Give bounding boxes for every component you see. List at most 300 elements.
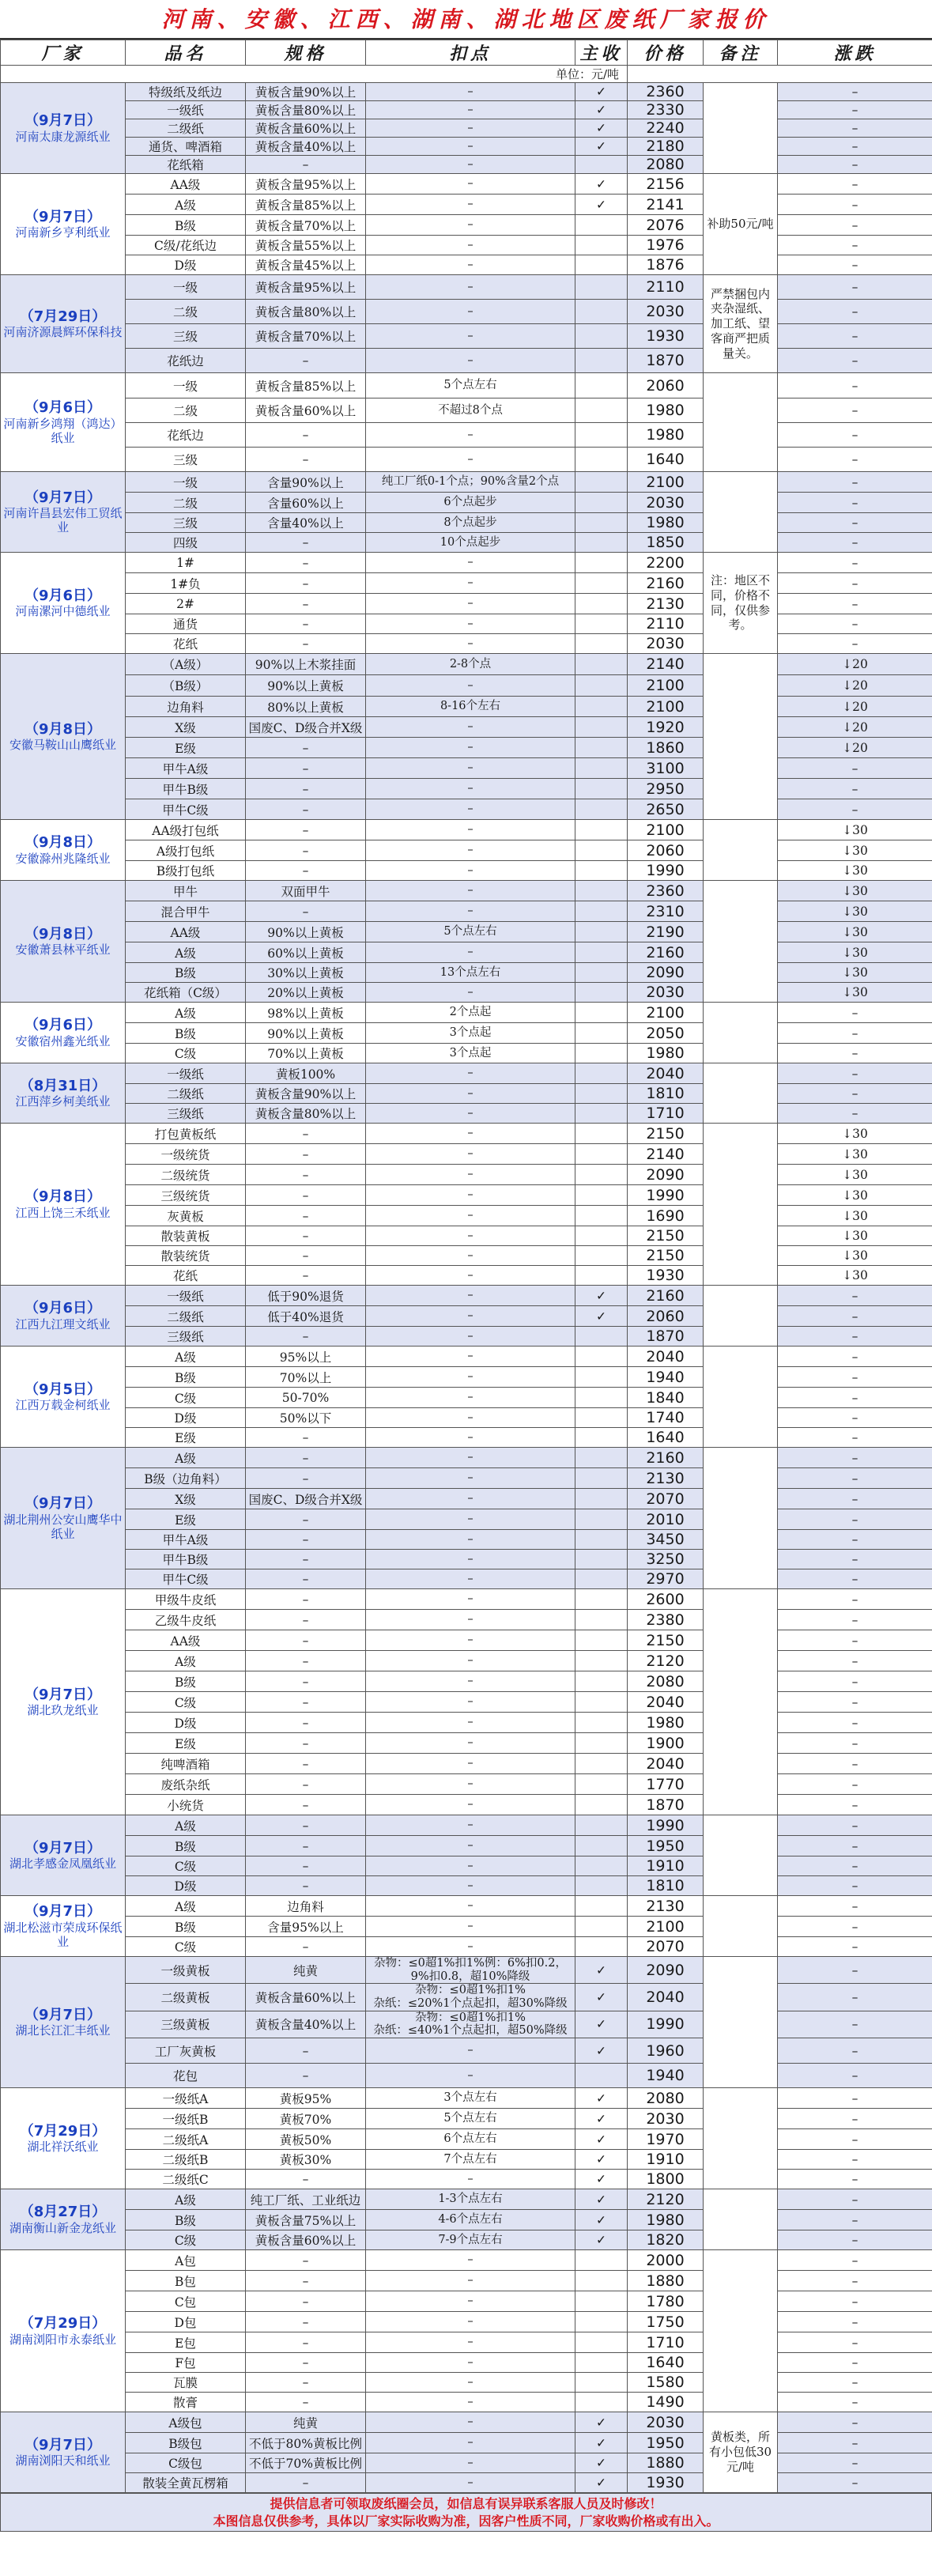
factory-date: （9月6日） (24, 1300, 102, 1317)
change-cell: ↓30 (778, 820, 932, 840)
table-row (1, 1367, 932, 1388)
table-row (1, 799, 932, 820)
deduct-cell: – (366, 1226, 575, 1246)
change-cell: – (778, 1306, 932, 1327)
deduct-cell: – (366, 2170, 575, 2189)
main-cell (575, 1063, 628, 1084)
main-cell (575, 738, 628, 758)
main-cell (575, 2332, 628, 2353)
spec-cell: – (246, 1165, 366, 1185)
grade-cell: 甲牛C级 (126, 1569, 246, 1589)
main-cell (575, 1610, 628, 1630)
deduct-cell: – (366, 1286, 575, 1306)
change-cell: – (778, 1550, 932, 1569)
change-cell: – (778, 1836, 932, 1856)
spec-cell: – (246, 1610, 366, 1630)
grade-cell: C级 (126, 1937, 246, 1957)
deduct-cell: – (366, 1367, 575, 1388)
main-cell: ✓ (575, 1957, 628, 1984)
header-deduct: 扣点 (366, 40, 575, 66)
main-cell (575, 758, 628, 779)
main-cell (575, 1509, 628, 1530)
note-cell (704, 1347, 778, 1448)
spec-cell: 60%以上黄板 (246, 942, 366, 963)
deduct-cell: – (366, 174, 575, 195)
deduct-cell: 杂物：≤0超1%扣1%例：6%扣0.2，9%扣0.8，超10%降级 (366, 1957, 575, 1984)
spec-cell: – (246, 594, 366, 614)
grade-cell: B级 (126, 1671, 246, 1692)
change-cell: – (778, 2011, 932, 2038)
table-row (1, 398, 932, 423)
table-row (1, 2353, 932, 2373)
change-cell: – (778, 594, 932, 614)
main-cell: ✓ (575, 2038, 628, 2064)
factory-date: （9月8日） (24, 720, 102, 738)
deduct-cell: 2-8个点 (366, 654, 575, 675)
change-cell: ↓30 (778, 1246, 932, 1266)
note-cell: 严禁捆包内夹杂湿纸、加工纸、望客商严把质量关。 (704, 275, 778, 373)
spec-cell: – (246, 861, 366, 881)
spec-cell: 国废C、D级合并X级 (246, 1489, 366, 1509)
grade-cell: 2# (126, 594, 246, 614)
change-cell: – (778, 1003, 932, 1023)
change-cell: – (778, 2353, 932, 2373)
table-row (1, 2332, 932, 2353)
grade-cell: （B级） (126, 675, 246, 697)
grade-cell: X级 (126, 717, 246, 738)
deduct-cell: – (366, 1388, 575, 1408)
grade-cell: 三级 (126, 448, 246, 472)
main-cell: ✓ (575, 2210, 628, 2230)
factory-name: 河南新乡亨利纸业 (15, 225, 111, 240)
spec-cell: – (246, 2393, 366, 2412)
spec-cell: – (246, 1468, 366, 1489)
deduct-cell: 13个点左右 (366, 963, 575, 983)
main-cell: ✓ (575, 2150, 628, 2170)
price-cell: 1950 (628, 2433, 704, 2453)
grade-cell: B级 (126, 2210, 246, 2230)
table-row (1, 2373, 932, 2393)
spec-cell: – (246, 448, 366, 472)
grade-cell: 散装全黄瓦楞箱 (126, 2473, 246, 2493)
spec-cell: – (246, 779, 366, 799)
table-row (1, 1896, 932, 1917)
main-cell (575, 2291, 628, 2312)
deduct-cell: – (366, 83, 575, 101)
deduct-cell: – (366, 1104, 575, 1124)
grade-cell: D级 (126, 1713, 246, 1733)
spec-cell: 90%以上黄板 (246, 922, 366, 942)
main-cell (575, 373, 628, 398)
grade-cell: 三级统货 (126, 1185, 246, 1206)
spec-cell: 纯黄 (246, 1957, 366, 1984)
main-cell (575, 275, 628, 300)
table-row (1, 236, 932, 255)
price-cell: 2380 (628, 1610, 704, 1630)
table-row (1, 1917, 932, 1937)
table-row (1, 2291, 932, 2312)
change-cell: – (778, 2332, 932, 2353)
grade-cell: A级 (126, 2189, 246, 2210)
table-row (1, 324, 932, 349)
table-row (1, 1550, 932, 1569)
deduct-cell: 10个点起步 (366, 533, 575, 553)
change-cell: ↓30 (778, 901, 932, 922)
main-cell (575, 654, 628, 675)
factory-cell (1, 1589, 126, 1815)
table-row (1, 1651, 932, 1671)
change-cell: – (778, 119, 932, 138)
main-cell (575, 881, 628, 901)
table-row (1, 2230, 932, 2250)
grade-cell: B级（边角料） (126, 1468, 246, 1489)
main-cell: ✓ (575, 83, 628, 101)
deduct-cell: – (366, 349, 575, 373)
deduct-cell: 6个点左右 (366, 2129, 575, 2150)
deduct-cell: – (366, 2373, 575, 2393)
main-cell (575, 1856, 628, 1876)
deduct-cell: – (366, 2453, 575, 2473)
main-cell: ✓ (575, 2230, 628, 2250)
table-row (1, 2473, 932, 2493)
grade-cell: B级 (126, 1917, 246, 1937)
factory-cell (1, 83, 126, 174)
change-cell: ↓30 (778, 1185, 932, 1206)
change-cell: – (778, 1815, 932, 1836)
change-cell: – (778, 779, 932, 799)
table-row (1, 1306, 932, 1327)
grade-cell: B级 (126, 215, 246, 236)
main-cell (575, 2064, 628, 2088)
spec-cell: 黄板含量85%以上 (246, 373, 366, 398)
grade-cell: 边角料 (126, 697, 246, 717)
spec-cell: – (246, 2038, 366, 2064)
change-cell: – (778, 2088, 932, 2109)
change-cell: ↓20 (778, 654, 932, 675)
grade-cell: 散装黄板 (126, 1226, 246, 1246)
spec-cell: – (246, 2373, 366, 2393)
deduct-cell: – (366, 1610, 575, 1630)
spec-cell: – (246, 349, 366, 373)
table-row (1, 1836, 932, 1856)
note-cell (704, 1815, 778, 1896)
change-cell: – (778, 634, 932, 654)
factory-name: 安徽滁州兆隆纸业 (15, 851, 111, 866)
main-cell (575, 901, 628, 922)
price-cell: 2060 (628, 1306, 704, 1327)
change-cell: – (778, 1286, 932, 1306)
price-cell: 2040 (628, 1754, 704, 1774)
grade-cell: 通货、啤酒箱 (126, 138, 246, 156)
main-cell (575, 1124, 628, 1144)
grade-cell: 三级纸 (126, 1104, 246, 1124)
change-cell: – (778, 2291, 932, 2312)
main-cell (575, 799, 628, 820)
factory-name: 湖南浏阳天和纸业 (15, 2453, 111, 2468)
main-cell (575, 1165, 628, 1185)
change-cell: ↓30 (778, 1266, 932, 1286)
deduct-cell: – (366, 1795, 575, 1815)
main-cell (575, 1733, 628, 1754)
deduct-cell: – (366, 553, 575, 573)
deduct-cell: – (366, 1165, 575, 1185)
factory-name: 安徽宿州鑫光纸业 (15, 1033, 111, 1048)
deduct-cell: 3个点左右 (366, 2088, 575, 2109)
deduct-cell: – (366, 1448, 575, 1468)
spec-cell: – (246, 634, 366, 654)
note-cell (704, 820, 778, 881)
price-cell: 2000 (628, 2250, 704, 2271)
factory-date: （9月5日） (24, 1381, 102, 1398)
factory-cell (1, 1003, 126, 1063)
main-cell: ✓ (575, 2011, 628, 2038)
deduct-cell: – (366, 2353, 575, 2373)
factory-date: （9月8日） (24, 1188, 102, 1206)
grade-cell: E级 (126, 738, 246, 758)
note-cell (704, 1124, 778, 1286)
spec-cell: 双面甲牛 (246, 881, 366, 901)
grade-cell: 花纸边 (126, 349, 246, 373)
table-row (1, 1569, 932, 1589)
price-cell: 1960 (628, 2038, 704, 2064)
table-row (1, 2011, 932, 2038)
table-row (1, 83, 932, 101)
spec-cell: – (246, 1206, 366, 1226)
change-cell: – (778, 513, 932, 533)
deduct-cell: 不超过8个点 (366, 398, 575, 423)
grade-cell: 甲级牛皮纸 (126, 1589, 246, 1610)
change-cell: ↓30 (778, 1206, 932, 1226)
change-cell: – (778, 1327, 932, 1347)
main-cell (575, 2250, 628, 2271)
spec-cell: 含量95%以上 (246, 1917, 366, 1937)
price-cell: 2080 (628, 1671, 704, 1692)
grade-cell: 工厂灰黄板 (126, 2038, 246, 2064)
table-row (1, 275, 932, 300)
factory-name: 湖北玖龙纸业 (27, 1703, 99, 1718)
grade-cell: 二级纸 (126, 119, 246, 138)
factory-name: 湖北松滋市荣成环保纸业 (3, 1920, 123, 1949)
table-row (1, 349, 932, 373)
price-cell: 2030 (628, 2109, 704, 2129)
grade-cell: 二级纸C (126, 2170, 246, 2189)
main-cell (575, 493, 628, 513)
price-cell: 2040 (628, 1347, 704, 1367)
change-cell: – (778, 1023, 932, 1044)
change-cell: ↓30 (778, 881, 932, 901)
table-row (1, 963, 932, 983)
main-cell (575, 942, 628, 963)
table-row (1, 983, 932, 1003)
grade-cell: A级 (126, 942, 246, 963)
spec-cell: – (246, 2353, 366, 2373)
footer (0, 2493, 932, 2532)
spec-cell: 70%以上黄板 (246, 1044, 366, 1063)
main-cell (575, 1388, 628, 1408)
note-cell (704, 1448, 778, 1589)
price-cell: 1940 (628, 2064, 704, 2088)
table-row (1, 2088, 932, 2109)
price-cell: 2060 (628, 373, 704, 398)
note-cell (704, 2088, 778, 2189)
deduct-cell: 5个点左右 (366, 922, 575, 942)
main-cell (575, 1468, 628, 1489)
spec-cell: – (246, 1428, 366, 1448)
factory-cell (1, 1448, 126, 1589)
spec-cell: 黄板含量55%以上 (246, 236, 366, 255)
deduct-cell: – (366, 820, 575, 840)
grade-cell: B级 (126, 1367, 246, 1388)
table-row (1, 1795, 932, 1815)
deduct-cell: – (366, 1144, 575, 1165)
price-cell: 2150 (628, 1246, 704, 1266)
table-row (1, 2038, 932, 2064)
change-cell: ↓30 (778, 1124, 932, 1144)
price-cell: 1640 (628, 1428, 704, 1448)
price-cell: 1940 (628, 1367, 704, 1388)
table-row (1, 215, 932, 236)
change-cell: – (778, 2393, 932, 2412)
grade-cell: D包 (126, 2312, 246, 2332)
spec-cell: 低于90%退货 (246, 1286, 366, 1306)
table-row (1, 1388, 932, 1408)
grade-cell: A级 (126, 1347, 246, 1367)
price-cell: 1490 (628, 2393, 704, 2412)
factory-cell (1, 820, 126, 881)
spec-cell: – (246, 2271, 366, 2291)
spec-cell: 50-70% (246, 1388, 366, 1408)
factory-date: （8月31日） (19, 1077, 107, 1094)
spec-cell: 黄板含量60%以上 (246, 2230, 366, 2250)
note-cell (704, 1896, 778, 1957)
table-row (1, 2453, 932, 2473)
table-row (1, 1589, 932, 1610)
deduct-cell: – (366, 1713, 575, 1733)
main-cell (575, 1327, 628, 1347)
price-cell: 2100 (628, 1917, 704, 1937)
grade-cell: E级 (126, 1733, 246, 1754)
deduct-cell: – (366, 634, 575, 654)
price-cell: 1990 (628, 2011, 704, 2038)
price-cell: 2010 (628, 1509, 704, 1530)
factory-cell (1, 275, 126, 373)
price-cell: 1770 (628, 1774, 704, 1795)
price-cell: 2080 (628, 2088, 704, 2109)
grade-cell: E级 (126, 1509, 246, 1530)
table-row (1, 1063, 932, 1084)
factory-date: （9月7日） (24, 208, 102, 225)
table-row (1, 1957, 932, 1984)
grade-cell: 花纸箱（C级） (126, 983, 246, 1003)
table-row (1, 779, 932, 799)
main-cell (575, 472, 628, 493)
factory-name: 河南漯河中德纸业 (15, 604, 111, 619)
grade-cell: 四级 (126, 533, 246, 553)
price-cell: 1640 (628, 2353, 704, 2373)
main-cell (575, 1692, 628, 1713)
factory-date: （9月7日） (24, 1686, 102, 1703)
deduct-cell: – (366, 1408, 575, 1428)
deduct-cell: – (366, 738, 575, 758)
spec-cell: – (246, 1124, 366, 1144)
main-cell (575, 1815, 628, 1836)
deduct-cell: – (366, 2038, 575, 2064)
spec-cell: 低于40%退货 (246, 1306, 366, 1327)
deduct-cell: – (366, 861, 575, 881)
change-cell: – (778, 1468, 932, 1489)
spec-cell: – (246, 423, 366, 448)
change-cell: – (778, 174, 932, 195)
grade-cell: 通货 (126, 614, 246, 634)
deduct-cell: 2个点起 (366, 1003, 575, 1023)
price-cell: 1990 (628, 1815, 704, 1836)
deduct-cell: 杂物：≤0超1%扣1% 杂纸：≤40%1个点起扣，超50%降级 (366, 2011, 575, 2038)
main-cell (575, 1589, 628, 1610)
factory-name: 安徽萧县林平纸业 (15, 942, 111, 958)
deduct-cell: – (366, 675, 575, 697)
deduct-cell: 1-3个点左右 (366, 2189, 575, 2210)
change-cell: – (778, 2210, 932, 2230)
header-spec: 规格 (246, 40, 366, 66)
price-cell: 1980 (628, 1044, 704, 1063)
header-note: 备注 (704, 40, 778, 66)
spec-cell: – (246, 840, 366, 861)
change-cell: – (778, 373, 932, 398)
main-cell (575, 573, 628, 594)
deduct-cell: – (366, 1327, 575, 1347)
spec-cell: 黄板70% (246, 2109, 366, 2129)
note-cell (704, 2189, 778, 2250)
price-cell: 2030 (628, 983, 704, 1003)
factory-date: （9月7日） (24, 1839, 102, 1856)
grade-cell: 二级纸 (126, 1306, 246, 1327)
spec-cell: – (246, 1651, 366, 1671)
main-cell: ✓ (575, 195, 628, 215)
price-cell: 1820 (628, 2230, 704, 2250)
change-cell: – (778, 1713, 932, 1733)
change-cell: – (778, 533, 932, 553)
deduct-cell: – (366, 1266, 575, 1286)
change-cell: – (778, 1530, 932, 1550)
factory-name: 湖北长江汇丰纸业 (15, 2023, 111, 2038)
grade-cell: 甲牛 (126, 881, 246, 901)
deduct-cell: – (366, 1489, 575, 1509)
spec-cell: – (246, 1327, 366, 1347)
spec-cell: 黄板含量95%以上 (246, 174, 366, 195)
price-cell: 2160 (628, 573, 704, 594)
spec-cell: 黄板含量95%以上 (246, 275, 366, 300)
note-cell (704, 1589, 778, 1815)
grade-cell: A级 (126, 1448, 246, 1468)
deduct-cell: – (366, 942, 575, 963)
main-cell (575, 1347, 628, 1367)
grade-cell: 散装统货 (126, 1246, 246, 1266)
table-row (1, 138, 932, 156)
price-table (0, 40, 932, 2493)
deduct-cell: – (366, 1836, 575, 1856)
deduct-cell: – (366, 2473, 575, 2493)
spec-cell: 黄板含量75%以上 (246, 2210, 366, 2230)
main-cell (575, 779, 628, 799)
deduct-cell: – (366, 1856, 575, 1876)
main-cell (575, 300, 628, 324)
grade-cell: 瓦膜 (126, 2373, 246, 2393)
main-cell (575, 1630, 628, 1651)
change-cell: – (778, 448, 932, 472)
factory-name: 湖南衡山新金龙纸业 (9, 2220, 116, 2235)
main-cell (575, 2353, 628, 2373)
change-cell: ↓30 (778, 1144, 932, 1165)
